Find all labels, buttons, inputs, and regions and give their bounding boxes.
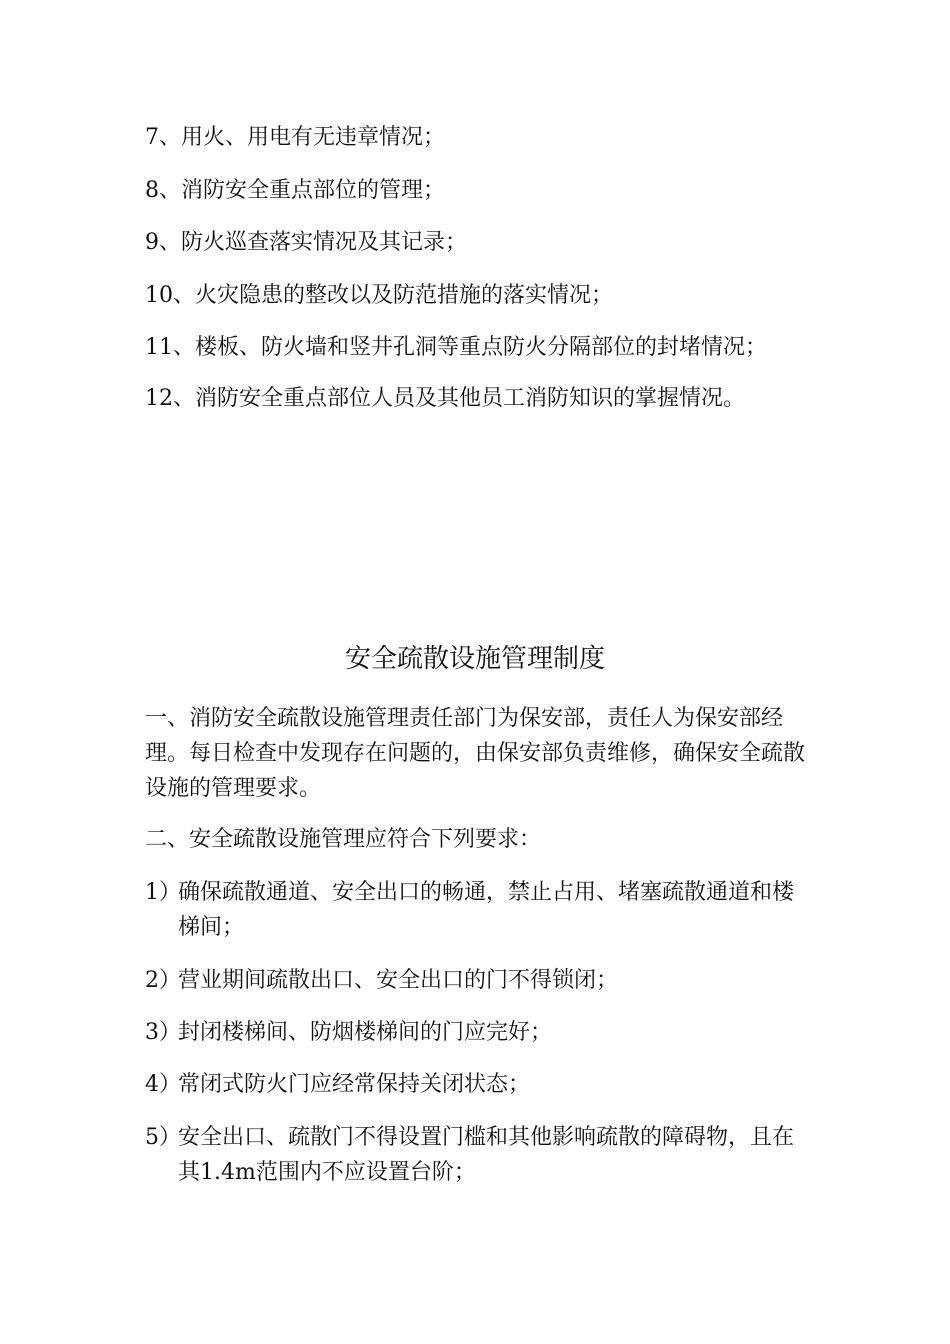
requirement-number: 3）	[145, 1020, 181, 1045]
requirement-text: 安全出口、疏散门不得设置门槛和其他影响疏散的障碍物，且在其1.4m范围内不应设置台阶；	[178, 1125, 795, 1185]
checklist-item: 10、火灾隐患的整改以及防范措施的落实情况；	[145, 283, 613, 308]
requirement-text: 确保疏散通道、安全出口的畅通，禁止占用、堵塞疏散通道和楼梯间；	[178, 880, 795, 940]
requirement-number: 5）	[145, 1125, 181, 1150]
checklist-item: 11、楼板、防火墙和竖井孔洞等重点防火分隔部位的封堵情况；	[145, 335, 767, 360]
checklist-item: 7、用火、用电有无违章情况；	[145, 125, 445, 150]
requirement-item	[145, 875, 810, 945]
checklist-item: 8、消防安全重点部位的管理；	[145, 178, 445, 203]
checklist-item: 12、消防安全重点部位人员及其他员工消防知识的掌握情况。	[145, 386, 745, 411]
section-title: 安全疏散设施管理制度	[344, 644, 605, 674]
checklist-item: 9、防火巡查落实情况及其记录；	[145, 230, 467, 255]
requirement-number: 4）	[145, 1072, 181, 1097]
paragraph-responsibility: 一、消防安全疏散设施管理责任部门为保安部，责任人为保安部经理。每日检查中发现存在问题的，由保安部负责维修，确保安全疏散设施的管理要求。	[145, 706, 806, 801]
requirement-number: 1）	[145, 880, 181, 905]
requirement-item	[145, 1067, 810, 1102]
requirement-item	[145, 1015, 810, 1050]
requirement-text: 封闭楼梯间、防烟楼梯间的门应完好；	[178, 1020, 553, 1045]
requirement-item	[145, 963, 810, 998]
requirement-number: 2）	[145, 968, 181, 993]
requirement-text: 营业期间疏散出口、安全出口的门不得锁闭；	[178, 968, 619, 993]
paragraph-requirements-intro: 二、安全疏散设施管理应符合下列要求：	[145, 827, 542, 852]
requirement-item	[145, 1120, 810, 1190]
requirement-text: 常闭式防火门应经常保持关闭状态；	[178, 1072, 531, 1097]
